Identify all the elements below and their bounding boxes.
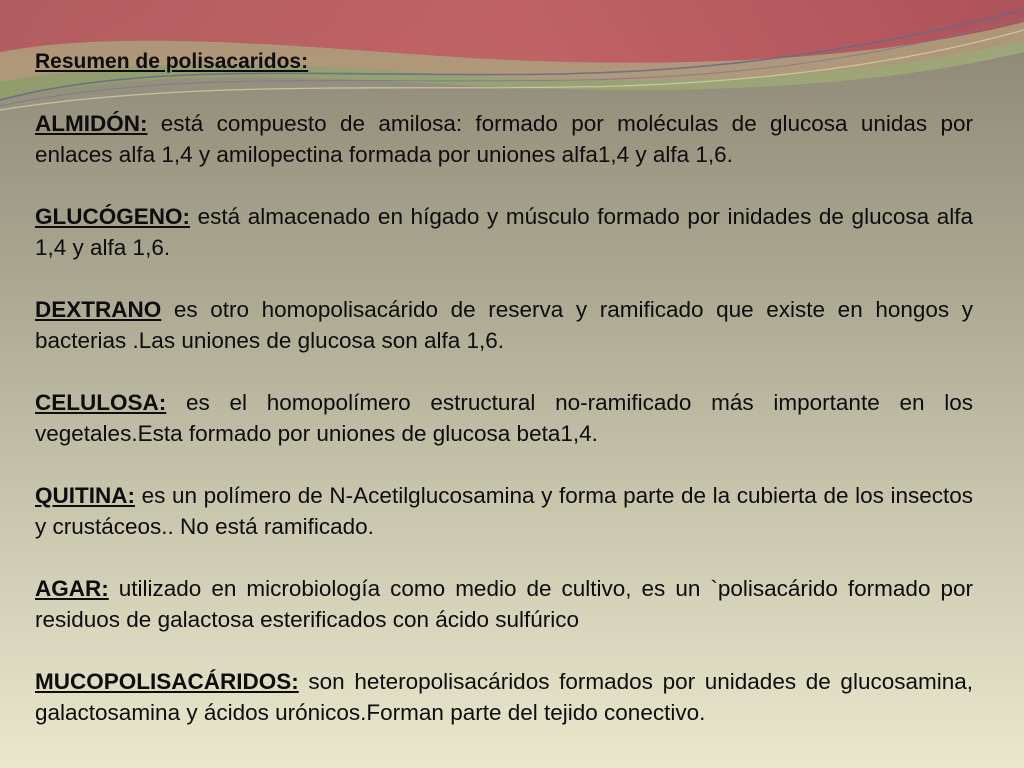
slide-title: Resumen de polisacaridos:: [35, 50, 309, 73]
description-dextrano: es otro homopolisacárido de reserva y ramificado que existe en hongos y bacterias .Las uniones de glucosa son alfa 1,6.: [35, 297, 973, 353]
description-celulosa: es el homopolímero estructural no-ramificado más importante en los vegetales.Esta formado por uniones de glucosa beta1,4.: [35, 390, 973, 446]
description-mucopolisacaridos: son heteropolisacáridos formados por unidades de glucosamina, galactosamina y ácidos urónicos.Forman parte del tejido conectivo.: [35, 669, 973, 725]
term-glucogeno: GLUCÓGENO:: [35, 204, 190, 229]
term-almidon: ALMIDÓN:: [35, 111, 148, 136]
term-mucopolisacaridos: MUCOPOLISACÁRIDOS:: [35, 669, 299, 694]
slide-content: [35, 46, 973, 759]
description-glucogeno: está almacenado en hígado y músculo formado por inidades de glucosa alfa 1,4 y alfa 1,6.: [35, 204, 973, 260]
entry-dextrano: [35, 294, 973, 356]
entry-glucogeno: [35, 201, 973, 263]
term-agar: AGAR:: [35, 576, 109, 601]
entry-celulosa: [35, 387, 973, 449]
term-quitina: QUITINA:: [35, 483, 135, 508]
entry-almidon: [35, 108, 973, 170]
term-celulosa: CELULOSA:: [35, 390, 167, 415]
description-quitina: es un polímero de N-Acetilglucosamina y forma parte de la cubierta de los insectos y crustáceos.. No está ramificado.: [35, 483, 973, 539]
description-almidon: está compuesto de amilosa: formado por moléculas de glucosa unidas por enlaces alfa 1,4 y amilopectina formada por uniones alfa1,4 y alfa 1,6.: [35, 111, 973, 167]
description-agar: utilizado en microbiología como medio de cultivo, es un `polisacárido formado por residuos de galactosa esterificados con ácido sulfúrico: [35, 576, 973, 632]
entry-quitina: [35, 480, 973, 542]
term-dextrano: DEXTRANO: [35, 297, 162, 322]
entry-mucopolisacaridos: [35, 666, 973, 728]
entry-agar: [35, 573, 973, 635]
